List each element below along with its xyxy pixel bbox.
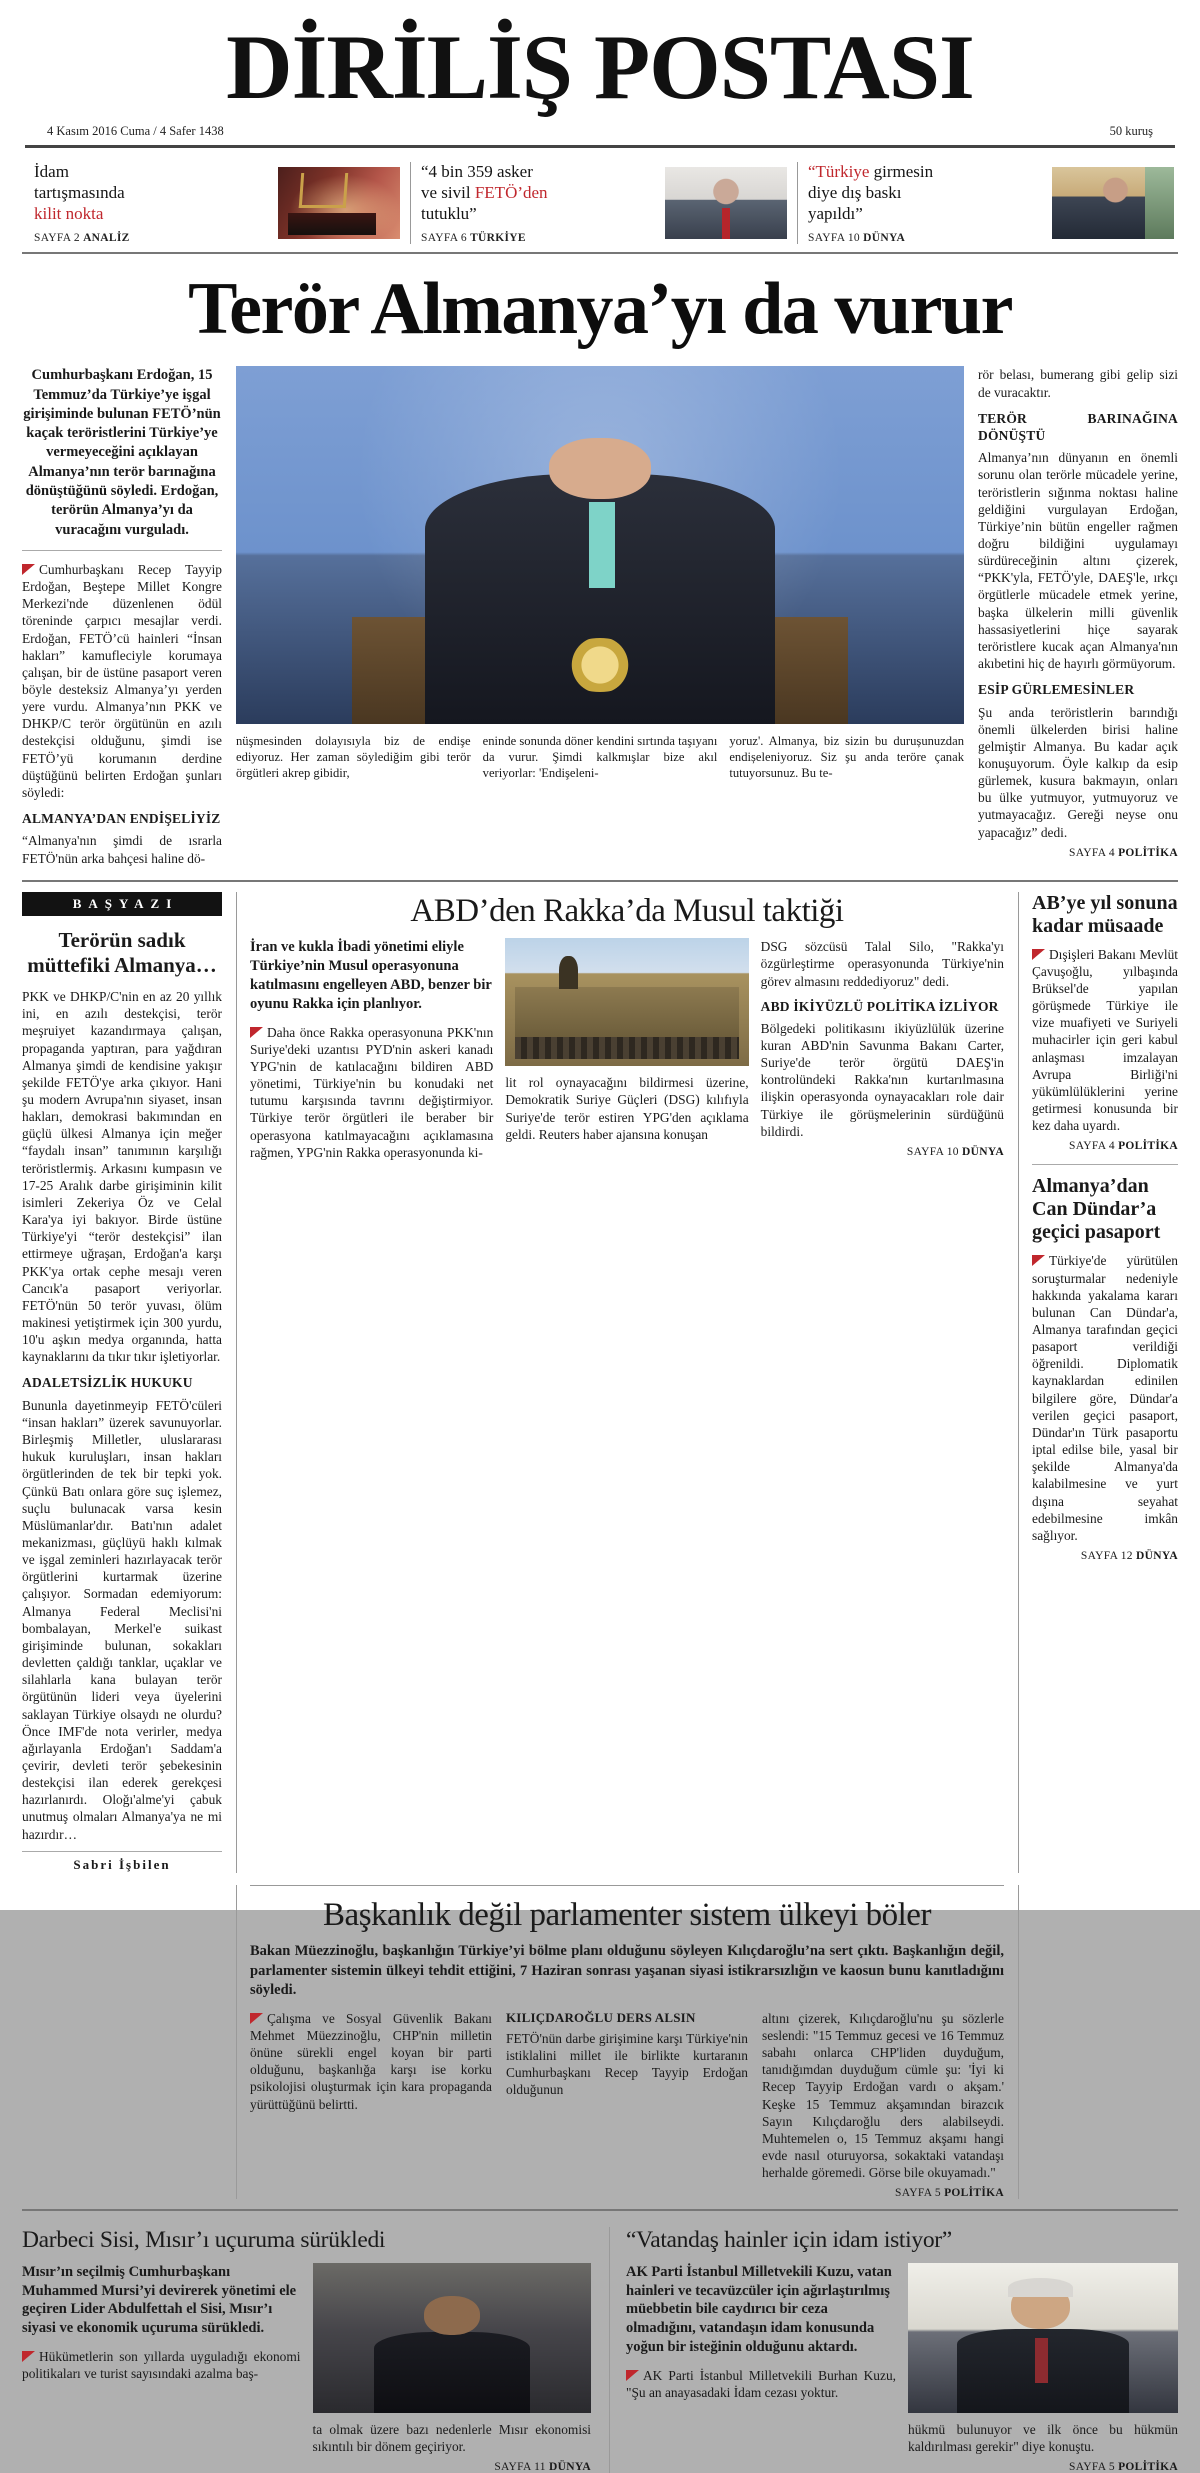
face-shape [549, 438, 651, 499]
justice-scales-gavel-photo [278, 167, 400, 239]
lead-right-subhead-1: TERÖR BARINAĞINA DÖNÜŞTÜ [978, 410, 1178, 443]
abd-body-column-2: lit rol oynayacağını bildirmesi üzerine, Demokratik Suriye Güçleri (DSG) kılıfıyla Suriye'de terör estiren YPG'den açıklama geldi. Reuters haber ajansına konuşan [505, 1075, 749, 1142]
lead-right-column [978, 366, 1178, 869]
lead-right-body [978, 366, 1178, 840]
sidebar-page-number: SAYFA 4 [1069, 1140, 1115, 1153]
teaser-page-ref [808, 232, 1044, 244]
editorial-paragraph-1: PKK ve DHKP/C'nin en az 20 yıllık ini, en azılı destekçisi, terör meşruiyet kazandırmaya çalışan, propaganda yaptıran, para yağdıran Almanya şimdi de kendisine yakışır şekilde FETÖ'ye arka çıkıyor. Hani şu modern Avrupa'nın siyaset, insan hakları, demokrasi bakımından en güçlü ülkesi Almanya için meğer “faydalı insan” tanımının karşılığı teröristlermiş. Arkasını kumpasın ve 17-25 Aralık darbe girişiminin kilit isimleri Zekeriya Öz ve Celal Kara'ya iyi bakıyor. Birde üstüne Türkiye'yi “terör destekçisi” ilan ettirmeye uğraşan, Erdoğan'a karşı PKK'ya ortak cephe mesajı veren Cancık'a pasaport veriyorlar. FETÖ'nün 50 terör yuvası, ölüm makinesi yetiştirmek için 300 yurdu, 10'u aşkın medya organında, hatta kaynaklarını da tıkır tıkır işletiyorlar. [22, 989, 222, 1365]
sidebar-section-name: POLİTİKA [1118, 1140, 1178, 1153]
abd-subhead: ABD İKİYÜZLÜ POLİTİKA İZLİYOR [760, 998, 999, 1014]
presidential-seal-icon [560, 638, 640, 692]
baskanlik-page-ref[interactable] [762, 2187, 1004, 2199]
teaser-line-3: kilit nokta [34, 203, 104, 223]
lead-right-paragraph-1: rör belası, bumerang gibi gelip sizi de vuracaktır. [978, 367, 1178, 400]
red-triangle-bullet-icon [626, 2370, 639, 2381]
baskanlik-column-1-text: Çalışma ve Sosyal Güvenlik Bakanı Mehmet Müezzinoğlu, CHP'nin milletin önüne sürekli engel koyan bir parti olduğunu, başkanlığa karşı ise korku psikolojisi oluşturmak için kara propaganda yürüttüğünü belirtti. [250, 2010, 492, 2112]
abd-section-name: DÜNYA [962, 1145, 1004, 1158]
editorial-title[interactable]: Terörün sadık müttefiki Almanya… [27, 927, 217, 977]
lead-right-paragraph-2: Almanya’nın dünyanın en önemli sorunu olan terörle mücadele yerine, teröristlerin sığınma noktası haline geldiğini vurgulayan Erdoğan, Türkiye’nin bütün engeller rağmen doğru bildiğini uygulamayı sürdüreceğinin altını çizerek, “PKK'yla, FETÖ'yle, DAEŞ'le, ırkçı örgütlerle mücadele etmek yerine, başka ülkelerin milli güvenlik hassasiyetlerini hiçe sayarak teröristlere kucak açan Almanya'nın akıbetini hiç de hayırlı görmüyorum. [978, 450, 1178, 672]
lead-left-body [22, 561, 222, 867]
editorial-byline: Sabri İşbilen [22, 1851, 222, 1873]
kuzu-story [609, 2227, 1178, 2473]
baskanlik-page-number: SAYFA 5 [895, 2187, 941, 2200]
kuzu-left [626, 2263, 896, 2473]
sidebar-headline[interactable]: AB’ye yıl sonuna kadar müsaade [1032, 891, 1178, 937]
teaser-line-2: diye dış baskı [808, 182, 902, 202]
official-portrait-photo [665, 167, 787, 239]
teaser-page-number: SAYFA 10 [808, 232, 860, 245]
red-triangle-bullet-icon [250, 2013, 263, 2024]
teaser-item-3[interactable] [798, 162, 1174, 244]
teaser-page-ref [421, 232, 657, 244]
red-triangle-bullet-icon [1032, 949, 1045, 960]
sidebar-section-name: DÜNYA [1136, 1550, 1178, 1563]
abd-column-1 [250, 938, 493, 1164]
burhan-kuzu-portrait-photo [908, 2263, 1178, 2413]
teaser-line-1: “4 bin 359 asker [421, 162, 533, 182]
baskanlik-story [236, 1885, 1004, 2200]
baskanlik-top-rule [250, 1885, 1004, 1886]
teaser-section-name: TÜRKİYE [470, 232, 526, 245]
teaser-line-2: tartışmasında [34, 182, 125, 202]
abd-page-number: SAYFA 10 [906, 1145, 959, 1158]
kuzu-section-name: POLİTİKA [1118, 2461, 1178, 2473]
sidebar-item-dundar [1032, 1164, 1178, 1562]
sisi-portrait-photo [313, 2263, 592, 2413]
lead-left-column [22, 366, 222, 869]
baskanlik-headline[interactable]: Başkanlık değil parlamenter sistem ülkeyi böler [323, 1896, 931, 1933]
erdogan-at-podium-photo [236, 366, 964, 724]
baskanlik-section-name: POLİTİKA [944, 2187, 1004, 2200]
photo-body-shape [374, 2332, 530, 2413]
red-triangle-bullet-icon [1032, 1255, 1045, 1266]
teaser-item-1[interactable] [26, 162, 411, 244]
abd-column-3-top: DSG sözcüsü Talal Silo, "Rakka'yı özgürleştirme operasyonunda Türkiye'nin görev almasını reddediyoruz" dedi. [760, 939, 1004, 989]
tie-shape [589, 502, 615, 588]
teaser-headline [808, 162, 1044, 224]
red-triangle-bullet-icon [22, 2351, 35, 2362]
sisi-page-number: SAYFA 11 [494, 2461, 546, 2473]
sidebar-item-ab [1032, 892, 1178, 1153]
abd-headline[interactable]: ABD’den Rakka’da Musul taktiği [410, 892, 844, 929]
lead-left-subhead: ALMANYA’DAN ENDİŞELİYİZ [22, 811, 221, 827]
vehicle-hull-shape [515, 987, 739, 1041]
issue-date: 4 Kasım 2016 Cuma / 4 Safer 1438 [47, 124, 224, 139]
abd-column-3 [761, 938, 1004, 1164]
lead-right-paragraph-3: Şu anda teröristlerin barındığı önemli ülkelerden birisi haline gelmiştir Almanya. Bu kadar açık konuşuyorum. Öyle kalkıp da esip gürlemek, kusura bakmayın, onları bu ülke yutmuyor, yutmuyoruz ve yutmayacağız. Gereği neyse onu yapacağız” dedi. [978, 704, 1178, 840]
lead-page-number: SAYFA 4 [1069, 846, 1115, 859]
right-sidebar [1018, 892, 1178, 1873]
lead-left-paragraph-1: Cumhurbaşkanı Recep Tayyip Erdoğan, Beştepe Millet Kongre Merkezi'nde düzenlenen ödül töreninde çarpıcı mesajlar verdi. Erdoğan, FETÖ’cü hainleri “İnsan hakları” kamufleciyle korumaya çalışan, bir de üstüne pasaport veren böyle desteksiz Almanya’yı yerden yere vurdu. Almanya’nın PKK ve DHKP/C terör örgütünün en azılı destekçisi olduğunu, şimdi ise FETÖ’yü korumanın derdine düştüğünü belirten Erdoğan şunları söyledi: [22, 561, 222, 800]
sisi-story [22, 2227, 591, 2473]
teaser-line-3: yapıldı” [808, 203, 863, 223]
editorial-column [22, 892, 222, 1873]
lead-page-ref[interactable] [978, 847, 1178, 859]
editorial-bar-label: BAŞYAZI [22, 892, 222, 916]
kuzu-body-text-2: hükmü bulunuyor ve ilk önce bu hükmün kaldırılması gerekir" diye konuştu. [908, 2421, 1178, 2454]
teaser-line-1b: girmesin [869, 162, 934, 182]
section-three-bottom-rule [22, 2209, 1178, 2211]
sidebar-body [1032, 1252, 1178, 1544]
sidebar-body-text: Dışişleri Bakanı Mevlüt Çavuşoğlu, yılbaşında Brüksel'de yapılan görüşmede Türkiye ile vize muafiyeti ve Suriyeli muhacirler için geri kabul anlaşması imzalayan Avrupa Birliği'ni yükümlülüklerini yerine getirmesi konusunda bir kez daha uyardı. [1032, 946, 1178, 1134]
cover-price: 50 kuruş [1109, 124, 1153, 139]
sidebar-page-ref[interactable] [1032, 1140, 1178, 1152]
sisi-left [22, 2263, 301, 2473]
teaser-section-name: ANALİZ [83, 232, 130, 245]
sidebar-headline[interactable]: Almanya’dan Can Dündar’a geçici pasaport [1032, 1175, 1161, 1244]
kuzu-kicker: AK Parti İstanbul Milletvekili Kuzu, vatan hainleri ve tecavüzcüler için ağırlaştırılmış müebbetin bile caydırıcı bir ceza olmadığını, vatandaşın idam konusunda yoğun bir isteğinin olduğunu aktardı. [626, 2263, 892, 2356]
teaser-line-3: tutuklu” [421, 203, 477, 223]
abd-body-column-3: Bölgedeki politikasını ikiyüzlülük üzerine kuran ABD'nin Savunma Bakanı Carter, Suriye'de terör örgütü DAEŞ'in kontrolündeki Rakka'nın kurtarılmasına ilişkin operasyonda oynayacakları role dair Türkiye ile görüşmelerinin sürdüğünü bildirdi. [760, 1020, 1004, 1139]
masthead [22, 0, 1178, 148]
baskanlik-subhead: KILIÇDAROĞLU DERS ALSIN [506, 2009, 696, 2025]
kuzu-right [908, 2263, 1178, 2473]
sidebar-page-ref[interactable] [1032, 1550, 1178, 1562]
baskanlik-columns [250, 2010, 1004, 2200]
abd-column-2 [505, 938, 748, 1164]
sisi-right [313, 2263, 592, 2473]
sisi-kicker: Mısır’ın seçilmiş Cumhurbaşkanı Muhammed Mursi’yi devirerek yönetimi ele geçiren Lider Abdulfettah el Sisi, Mısır’ı siyasi ve ekonomik uçuruma sürükledi. [22, 2263, 297, 2337]
sidebar-page-number: SAYFA 12 [1080, 1550, 1133, 1563]
sidebar-body-text: Türkiye'de yürütülen soruşturmalar nedeniyle hakkında yakalama kararı bulunan Can Dündar'a, Almanya tarafından geçici pasaport verildiği öğrenildi. Diplomatik kaynaklardan edinilen bilgilere göre, Dündar'a verilen geçici pasaport, Dündar'ın Türk pasaportu iptal edilse bile, yasal bir şekilde Almanya'da kalabilmesine ve yurt dışına seyahat edebilmesine imkân sağlıyor. [1032, 1253, 1178, 1543]
photo-face-shape [424, 2296, 480, 2335]
iraqi-official-portrait-photo [1052, 167, 1174, 239]
masthead-word-dirilis: DİRİLİŞ [226, 16, 572, 118]
baskanlik-column-2-text: FETÖ'nün darbe girişimine karşı Türkiye'nin istiklalini millet ile birlikte kurtaranın Cumhurbaşkanı Recep Tayyip Erdoğan olduğunun [506, 2030, 748, 2098]
teaser-page-ref [34, 232, 270, 244]
editorial-body [22, 988, 222, 1843]
red-triangle-bullet-icon [22, 564, 35, 575]
lead-center-column [236, 366, 964, 869]
lead-section-name: POLİTİKA [1118, 846, 1178, 859]
teaser-page-number: SAYFA 2 [34, 232, 80, 245]
kuzu-body-text: AK Parti İstanbul Milletvekili Burhan Kuzu, "Şu an anayasadaki İdam cezası yoktur. [626, 2367, 896, 2401]
baskanlik-column-3 [762, 2010, 1004, 2200]
baskanlik-column-2 [506, 2010, 748, 2200]
sisi-section-name: DÜNYA [549, 2461, 591, 2473]
red-triangle-bullet-icon [250, 1027, 263, 1038]
teaser-line-1a: “Türkiye [808, 162, 870, 182]
lead-headline[interactable]: Terör Almanya’yı da vurur [188, 268, 1012, 351]
teaser-section-name: DÜNYA [863, 232, 906, 245]
section-four [22, 2215, 1178, 2473]
fighter-figure-shape [559, 956, 578, 989]
editorial-subhead: ADALETSİZLİK HUKUKU [22, 1375, 193, 1391]
photo-tie-shape [1035, 2338, 1049, 2383]
lead-right-subhead-2: ESİP GÜRLEMESİNLER [978, 682, 1135, 698]
military-vehicle-fighters-photo [505, 938, 748, 1066]
masthead-word-postasi: POSTASI [593, 16, 974, 118]
caption-column-3: yoruz'. Almanya, biz sizin bu durușunuzdan endișeleniyoruz. Siz şu anda teröre çanak tutuyorsunuz. Bu te- [729, 734, 964, 780]
baskanlik-column-3-text: altını çizerek, Kılıçdaroğlu'nu şu sözlerle seslendi: "15 Temmuz gecesi ve 16 Temmuz sabahı onlarca CHP'liden duyduğum, tanıdığımdan duyduğum cümle şu: 'İyi ki Recep Tayyip Erdoğan vardı o akşam.' Keşke 15 Temmuz akşamından birazcık Sayın Kılıçdaroğlu ders alabilseydi. Muhtemelen o, 15 Temmuz akşamı hangi evde nasıl oturuyorsa, sokaktaki vatandaşı herhalde göremedi. Görse bile okuyamadı." [762, 2010, 1004, 2181]
baskanlik-deck: Bakan Müezzinoğlu, başkanlığın Türkiye’yi bölme planı olduğunu söyleyen Kılıçdaroğlu’na sert çıktı. Başkanlığın değil, parlamenter sistemin ülkeyi tehdit ettiğini, 7 Haziran sonrası yaşanan siyasi istikrarsızlığın ve kaosun bunu kanıtladığını söyledi. [250, 1943, 1004, 1998]
teaser-page-number: SAYFA 6 [421, 232, 467, 245]
lead-deck: Cumhurbaşkanı Erdoğan, 15 Temmuz’da Türkiye’ye işgal girişiminde bulunan FETÖ’nün kaçak teröristlerini Türkiye’ye vermeyeceğini açıklayan Almanya’nın terör barınağına dönüştüğünü söyledi. Erdoğan, terörün Almanya’yı da vuracağını vurguladı. [22, 366, 222, 551]
teaser-headline [421, 162, 657, 224]
sidebar-body [1032, 946, 1178, 1135]
section-three-sidebar-spacer [1018, 1885, 1178, 2200]
newspaper-title [22, 16, 1178, 118]
teaser-line-2a: ve sivil [421, 182, 475, 202]
sisi-headline[interactable]: Darbeci Sisi, Mısır’ı uçuruma sürükledi [22, 2227, 386, 2254]
kuzu-page-ref[interactable] [908, 2461, 1178, 2473]
baskanlik-column-1 [250, 2010, 492, 2200]
teaser-item-2[interactable] [411, 162, 798, 244]
teaser-strip [22, 148, 1178, 252]
section-two [22, 882, 1178, 1873]
teaser-line-2b: FETÖ’den [474, 182, 548, 202]
lead-left-paragraph-2: “Almanya'nın şimdi de ısrarla FETÖ'nün arka bahçesi haline dö- [22, 833, 222, 866]
abd-columns [250, 938, 1004, 1164]
sisi-page-ref[interactable] [313, 2461, 592, 2473]
sisi-body-text: Hükümetlerin son yıllarda uyguladığı ekonomi politikaları ve turist sayısındaki azalma baş- [22, 2349, 301, 2382]
abd-page-ref[interactable] [761, 1146, 1004, 1158]
lead-caption-columns [236, 724, 964, 781]
kuzu-headline[interactable]: “Vatandaş hainler için idam istiyor” [626, 2227, 952, 2254]
lead-story [22, 360, 1178, 869]
caption-column-1: nüşmesinden dolayısıyla biz de endişe ediyoruz. Her zaman söylediğim gibi terör örgütleri akrep gibidir, [236, 734, 471, 780]
vehicle-track-shape [515, 1037, 739, 1059]
sisi-body-text-2: ta olmak üzere bazı nedenlerle Mısır ekonomisi sıkıntılı bir dönem geçiriyor. [312, 2421, 591, 2454]
abd-story [236, 892, 1004, 1873]
photo-hair-shape [1008, 2278, 1073, 2298]
abd-body-column-1: Daha önce Rakka operasyonuna PKK'nın Suriye'deki uzantısı PYD'nin askeri kanadı YPG'nin de katılacağını bildiren ABD yönetimi, Türkiye'nin bu konudaki net tutumu karşısında tavrını değiştirmiyor. Türkiye terör örgütleri ile beraber bir operasyona katılmayacağını açıklamasına rağmen, YPG'nin Rakka operasyonunda ki- [250, 1024, 494, 1160]
abd-kicker: İran ve kukla İbadi yönetimi eliyle Türkiye’nin Musul operasyonuna katılmasını engelleyen ABD, benzer bir oyunu Rakka için planlıyor. [250, 939, 492, 1012]
teaser-line-1: İdam [34, 162, 69, 182]
section-three [22, 1873, 1178, 2200]
teaser-headline [34, 162, 270, 224]
editorial-paragraph-2: Bununla dayetinmeyip FETÖ'cüleri “insan hakları” üzerek savunuyorlar. Birleşmiş Milletler, uluslararası hukuk kuruluşları, insan hakları örgütlerinden de tek bir tepki yok. Çünkü Batı onlara göre suç işlemez, suçlu bulunacak varsa kesin Müslümanlar'dır. Batı'nın adalet mekanizması, güçlüyü haklı kılmak ve işgal zeminleri hazırlayacak terör örgütlerini kurtarmak üzerine çalışıyor. Sormadan edemiyorum: Almanya Federal Meclisi'ni bombalayan, Merkel'e suikast girişiminde bulunan, sokakları devletten çaldığı tanklar, uçaklar ve silahlarla kana bulayan terör örgütünün lideri veya üyelerini saklayan Türkiye olsaydı ne olurdu? Önce IMF'de nota verirler, medya ağırlayanla Erdoğan'ı Saddam'a çevirir, devleti terör şebekesinin destekçisi ilan ederek gerekçesi hazırlanırdı. Oloğı'alme'yi çabuk unutmuş olmaları Almanya'ya ne mi hazırdır… [22, 1397, 222, 1842]
caption-column-2: eninde sonunda döner kendini sırtında taşıyanı da vurur. Şimdi kalkmışlar bize akıl veriyorlar: 'Endişeleni- [482, 734, 718, 780]
kuzu-page-number: SAYFA 5 [1069, 2461, 1115, 2473]
